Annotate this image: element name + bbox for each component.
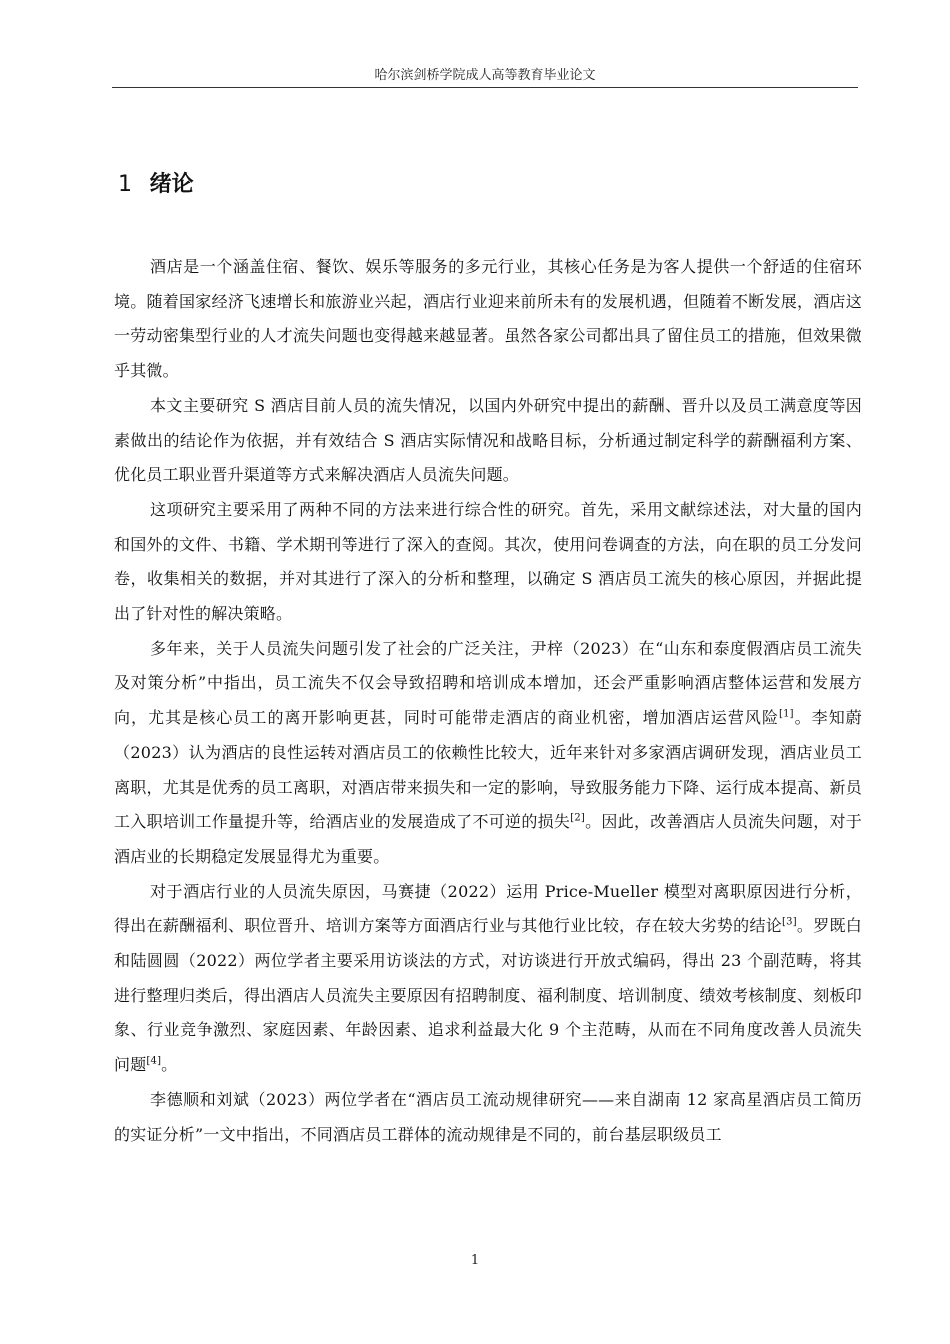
chapter-heading: [118, 167, 194, 198]
citation: [3]: [782, 917, 797, 929]
paragraph-literature-3: 李德顺和刘斌（2023）两位学者在“酒店员工流动规律研究——来自湖南 12 家高星酒店员工简历的实证分析”一文中指出，不同酒店员工群体的流动规律是不同的，前台基层职级员工: [114, 1089, 862, 1144]
header-divider: [112, 87, 858, 88]
paragraph-literature-1: [114, 632, 862, 875]
chapter-title: 绪论: [149, 172, 194, 197]
page-header: 哈尔滨剑桥学院成人高等教育毕业论文: [374, 68, 596, 83]
citation: [4]: [146, 1055, 162, 1067]
paragraph-text: 多年来，关于人员流失问题引发了社会的广泛关注，尹梓（2023）在“山东和泰度假酒店员工流失及对策分析”中指出，员工流失不仅会导致招聘和培训成本增加，还会严重影响酒店整体运营和发展方向，尤其是核心员工的离开影响更甚，同时可能带走酒店的商业机密，增加酒店运营风险: [114, 638, 862, 728]
paragraph-text: 。李知蔚（2023）认为酒店的良性运转对酒店员工的依赖性比较大，近年来针对多家酒店调研发现，酒店业员工离职，尤其是优秀的员工离职，对酒店带来损失和一定的影响，导致服务能力下降、运行成本提高、新员工入职培训工作量提升等，给酒店业的发展造成了不可逆的损失: [114, 708, 862, 832]
paragraph-intro: 酒店是一个涵盖住宿、餐饮、娱乐等服务的多元行业，其核心任务是为客人提供一个舒适的住宿环境。随着国家经济飞速增长和旅游业兴起，酒店行业迎来前所未有的发展机遇，但随着不断发展，酒店这一劳动密集型行业的人才流失问题也变得越来越显著。虽然各家公司都出具了留住员工的措施，但效果微乎其微。: [114, 257, 862, 381]
citation: [2]: [570, 812, 585, 824]
body-text: [114, 250, 862, 1152]
paragraph-text: 。: [161, 1055, 178, 1075]
citation: [1]: [779, 708, 794, 720]
page-number: 1: [470, 1253, 480, 1268]
paragraph-literature-2: [114, 875, 862, 1083]
paragraph-text: 。罗既白和陆圆圆（2022）两位学者主要采用访谈法的方式，对访谈进行开放式编码，得出 23 个副范畴，将其进行整理归类后，得出酒店人员流失主要原因有招聘制度、福利制度、培训制度、绩效考核制度、刻板印象、行业竞争激烈、家庭因素、年龄因素、追求利益最大化 9 个主范畴，从而在不同角度改善人员流失问题: [114, 916, 862, 1075]
paragraph-text: 对于酒店行业的人员流失原因，马赛捷（2022）运用 Price-Mueller 模型对离职原因进行分析，得出在薪酬福利、职位晋升、培训方案等方面酒店行业与其他行业比较，存在较大劣势的结论: [114, 881, 862, 936]
chapter-number: 1: [118, 172, 132, 197]
paragraph-text: 。因此，改善酒店人员流失问题，对于酒店业的长期稳定发展显得尤为重要。: [114, 812, 862, 866]
paragraph-scope: 本文主要研究 S 酒店目前人员的流失情况，以国内外研究中提出的薪酬、晋升以及员工满意度等因素做出的结论作为依据，并有效结合 S 酒店实际情况和战略目标，分析通过制定科学的薪酬福利方案、优化员工职业晋升渠道等方式来解决酒店人员流失问题。: [114, 395, 862, 485]
paragraph-methods: 这项研究主要采用了两种不同的方法来进行综合性的研究。首先，采用文献综述法，对大量的国内和国外的文件、书籍、学术期刊等进行了深入的查阅。其次，使用问卷调查的方法，向在职的员工分发问卷，收集相关的数据，并对其进行了深入的分析和整理，以确定 S 酒店员工流失的核心原因，并据此提出了针对性的解决策略。: [114, 499, 862, 624]
